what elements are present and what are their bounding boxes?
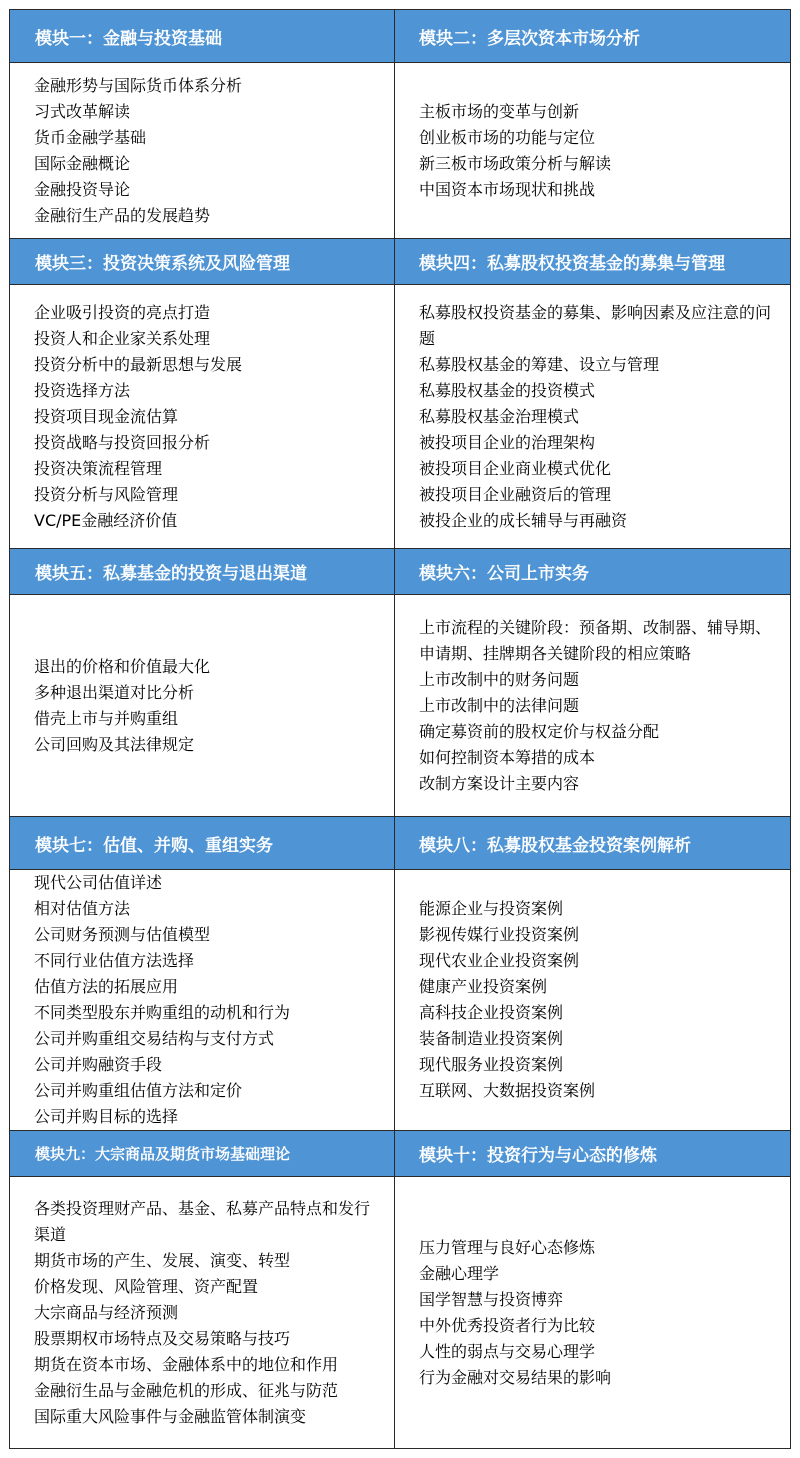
list-item: 习式改革解读 — [34, 101, 131, 121]
list-item: VC/PE金融经济价值 — [34, 510, 178, 530]
list-item: 企业吸引投资的亮点打造 — [34, 302, 211, 322]
list-item: 大宗商品与经济预测 — [34, 1302, 179, 1322]
list-item: 健康产业投资案例 — [419, 977, 548, 996]
module-8-header — [395, 817, 791, 870]
module-9-header — [10, 1131, 395, 1177]
list-item: 被投项目企业融资后的管理 — [419, 484, 612, 504]
module-2-content — [395, 63, 791, 239]
module-2-header — [395, 10, 791, 63]
list-item: 公司回购及其法律规定 — [34, 734, 195, 754]
list-item: 投资选择方法 — [34, 380, 131, 400]
list-item: 公司并购重组估值方法和定价 — [34, 1081, 243, 1100]
module-3-title: 模块三：投资决策系统及风险管理 — [35, 254, 290, 274]
list-item: 中国资本市场现状和挑战 — [419, 179, 596, 199]
module-10-content — [395, 1177, 791, 1449]
module-3-content — [10, 285, 395, 549]
module-4-title: 模块四：私募股权投资基金的募集与管理 — [419, 254, 725, 274]
list-item: 创业板市场的功能与定位 — [419, 127, 596, 147]
list-item: 能源企业与投资案例 — [419, 899, 564, 918]
list-item: 上市改制中的法律问题 — [419, 695, 580, 715]
list-item: 被投项目企业的治理架构 — [419, 432, 596, 452]
list-item: 不同行业估值方法选择 — [34, 951, 195, 970]
list-item: 压力管理与良好心态修炼 — [419, 1237, 596, 1257]
module-10-title: 模块十：投资行为与心态的修炼 — [419, 1146, 657, 1166]
list-item: 公司并购融资手段 — [34, 1055, 163, 1074]
list-item: 投资分析与风险管理 — [34, 484, 179, 504]
list-item: 公司并购重组交易结构与支付方式 — [34, 1029, 275, 1048]
list-item: 公司并购目标的选择 — [34, 1107, 179, 1126]
module-8-content — [395, 870, 791, 1131]
module-1-title: 模块一：金融与投资基础 — [35, 28, 222, 49]
module-10-header — [395, 1131, 791, 1177]
module-8-title: 模块八：私募股权基金投资案例解析 — [419, 835, 691, 856]
list-item: 高科技企业投资案例 — [419, 1003, 564, 1022]
list-item: 现代农业企业投资案例 — [419, 951, 580, 970]
module-6-title: 模块六：公司上市实务 — [419, 564, 589, 584]
course-module-table — [9, 9, 791, 1449]
list-item: 公司财务预测与估值模型 — [34, 925, 211, 944]
module-9-content — [10, 1177, 395, 1449]
module-6-content — [395, 595, 791, 817]
list-item: 货币金融学基础 — [34, 127, 147, 147]
list-item: 改制方案设计主要内容 — [419, 773, 580, 793]
module-7-title: 模块七：估值、并购、重组实务 — [35, 835, 273, 856]
module-7-header — [10, 817, 395, 870]
list-item: 国际重大风险事件与金融监管体制演变 — [34, 1406, 307, 1426]
list-item: 国际金融概论 — [34, 153, 131, 173]
module-4-content — [395, 285, 791, 549]
list-item: 私募股权基金治理模式 — [419, 406, 580, 426]
list-item: 金融形势与国际货币体系分析 — [34, 75, 243, 95]
list-item: 现代公司估值详述 — [34, 873, 163, 892]
list-item: 私募股权基金的筹建、设立与管理 — [419, 354, 660, 374]
module-6-header — [395, 549, 791, 595]
module-5-content — [10, 595, 395, 817]
list-item: 中外优秀投资者行为比较 — [419, 1315, 596, 1335]
list-item: 国学智慧与投资博弈 — [419, 1289, 564, 1309]
module-3-header — [10, 239, 395, 285]
list-item: 金融衍生产品的发展趋势 — [34, 205, 211, 225]
list-item: 期货市场的产生、发展、演变、转型 — [34, 1250, 291, 1270]
list-item: 如何控制资本筹措的成本 — [419, 747, 596, 767]
list-item: 估值方法的拓展应用 — [34, 977, 179, 996]
list-item: 私募股权基金的投资模式 — [419, 380, 596, 400]
module-5-title: 模块五：私募基金的投资与退出渠道 — [35, 564, 307, 584]
list-item: 行为金融对交易结果的影响 — [419, 1367, 612, 1387]
list-item: 投资分析中的最新思想与发展 — [34, 354, 243, 374]
module-1-header — [10, 10, 395, 63]
list-item: 股票期权市场特点及交易策略与技巧 — [34, 1328, 291, 1348]
module-4-header — [395, 239, 791, 285]
list-item: 人性的弱点与交易心理学 — [419, 1341, 596, 1361]
list-item: 投资人和企业家关系处理 — [34, 328, 211, 348]
list-item: 相对估值方法 — [34, 899, 131, 918]
module-2-title: 模块二：多层次资本市场分析 — [419, 28, 640, 49]
list-item: 上市流程的关键阶段：预备期、改制器、辅导期、申请期、挂牌期各关键阶段的相应策略 — [419, 617, 772, 663]
list-item: 退出的价格和价值最大化 — [34, 656, 211, 676]
list-item: 价格发现、风险管理、资产配置 — [34, 1276, 259, 1296]
list-item: 金融心理学 — [419, 1263, 500, 1283]
list-item: 新三板市场政策分析与解读 — [419, 153, 612, 173]
list-item: 期货在资本市场、金融体系中的地位和作用 — [34, 1354, 339, 1374]
list-item: 投资战略与投资回报分析 — [34, 432, 211, 452]
list-item: 金融投资导论 — [34, 179, 131, 199]
list-item: 装备制造业投资案例 — [419, 1029, 564, 1048]
list-item: 被投项目企业商业模式优化 — [419, 458, 612, 478]
list-item: 上市改制中的财务问题 — [419, 669, 580, 689]
module-7-content — [10, 870, 395, 1131]
list-item: 被投企业的成长辅导与再融资 — [419, 510, 628, 530]
list-item: 投资决策流程管理 — [34, 458, 163, 478]
list-item: 投资项目现金流估算 — [34, 406, 179, 426]
list-item: 现代服务业投资案例 — [419, 1055, 564, 1074]
module-1-content — [10, 63, 395, 239]
list-item: 各类投资理财产品、基金、私募产品特点和发行渠道 — [34, 1198, 371, 1244]
list-item: 互联网、大数据投资案例 — [419, 1081, 596, 1100]
module-5-header — [10, 549, 395, 595]
list-item: 借壳上市与并购重组 — [34, 708, 179, 728]
list-item: 确定募资前的股权定价与权益分配 — [419, 721, 660, 741]
list-item: 金融衍生品与金融危机的形成、征兆与防范 — [34, 1380, 339, 1400]
list-item: 私募股权投资基金的募集、影响因素及应注意的问题 — [419, 302, 772, 348]
list-item: 影视传媒行业投资案例 — [419, 925, 580, 944]
list-item: 多种退出渠道对比分析 — [34, 682, 195, 702]
list-item: 主板市场的变革与创新 — [419, 101, 580, 121]
list-item: 不同类型股东并购重组的动机和行为 — [34, 1003, 291, 1022]
module-9-title: 模块九：大宗商品及期货市场基础理论 — [35, 1145, 291, 1163]
